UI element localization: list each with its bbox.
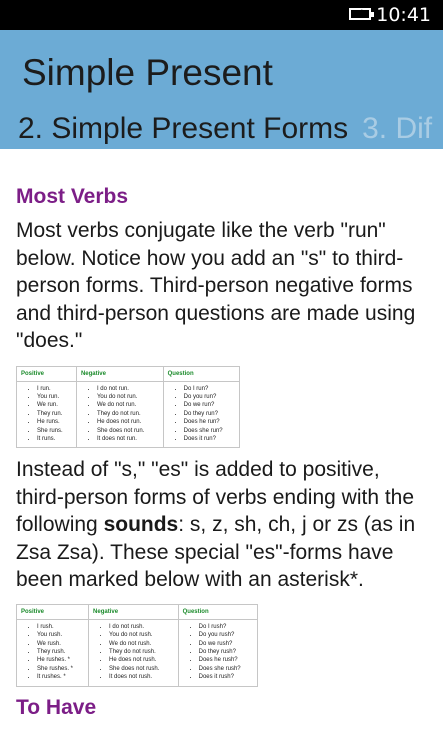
list-item: • We do not run. [97, 401, 161, 409]
list-item: • She rushes. * [37, 665, 86, 673]
question-forms-cell [178, 619, 257, 686]
list-item: • It rushes. * [37, 673, 86, 681]
negative-forms-cell [89, 619, 179, 686]
list-item: • Do I rush? [199, 623, 255, 631]
app-title: Simple Present [22, 52, 273, 93]
column-header-negative: Negative [89, 604, 179, 619]
list-item: • They rush. [37, 648, 86, 656]
list-item: • I rush. [37, 623, 86, 631]
column-header-negative: Negative [76, 366, 163, 381]
paragraph-most-verbs: Most verbs conjugate like the verb "run" below. Notice how you add an "s" to third-person forms. Third-person negative forms and third-person questions are made using "does." [16, 219, 416, 352]
list-item: • Do we run? [184, 401, 237, 409]
list-item: • They run. [37, 410, 74, 418]
content-scroll-area[interactable] [0, 149, 443, 738]
list-item: • She does not rush. [109, 665, 176, 673]
list-item: • Do you rush? [199, 631, 255, 639]
bold-term-sounds: sounds [103, 513, 179, 537]
battery-charging-icon: ⚡ [349, 8, 371, 20]
list-item: • He rushes. * [37, 656, 86, 664]
conjugation-table-rush [16, 604, 258, 687]
list-item: • We run. [37, 401, 74, 409]
status-time: 10:41 [376, 4, 431, 26]
column-header-positive: Positive [17, 604, 89, 619]
list-item: • Does it run? [184, 435, 237, 443]
column-header-question: Question [178, 604, 257, 619]
section-heading-most-verbs: Most Verbs [16, 185, 129, 208]
list-item: • He runs. [37, 418, 74, 426]
conjugation-table-run [16, 366, 240, 449]
section-heading-to-have: To Have [16, 695, 97, 719]
list-item: • She does not run. [97, 427, 161, 435]
list-item: • They do not run. [97, 410, 161, 418]
list-item: • You do not run. [97, 393, 161, 401]
list-item: • He does not run. [97, 418, 161, 426]
paragraph-es-forms: Instead of "s," "es" is added to positive, third-person forms of verbs ending with the following sounds: s, z, sh, ch, j or zs (as in Zsa Zsa). These special "es"-forms have been marked below with an asterisk*. [16, 458, 416, 592]
pivot-tab-next[interactable]: 3. Dif [362, 112, 433, 145]
list-item: • We rush. [37, 640, 86, 648]
list-item: • Do we rush? [199, 640, 255, 648]
list-item: • Does it rush? [199, 673, 255, 681]
list-item: • It runs. [37, 435, 74, 443]
pivot-tabs [18, 112, 432, 146]
pivot-tab-simple-present-forms[interactable]: 2. Simple Present Forms [18, 112, 349, 145]
list-item: • I run. [37, 385, 74, 393]
list-item: • She runs. [37, 427, 74, 435]
status-bar [0, 0, 443, 30]
list-item: • Does she rush? [199, 665, 255, 673]
column-header-positive: Positive [17, 366, 77, 381]
list-item: • Do I run? [184, 385, 237, 393]
list-item: • Do you run? [184, 393, 237, 401]
positive-forms-cell [17, 619, 89, 686]
list-item: • Do they run? [184, 410, 237, 418]
list-item: • You do not rush. [109, 631, 176, 639]
negative-forms-cell [76, 381, 163, 448]
app-header [0, 30, 443, 149]
list-item: • I do not rush. [109, 623, 176, 631]
list-item: • We do not rush. [109, 640, 176, 648]
list-item: • It does not rush. [109, 673, 176, 681]
list-item: • You rush. [37, 631, 86, 639]
list-item: • Does he run? [184, 418, 237, 426]
list-item: • Does she run? [184, 427, 237, 435]
list-item: • Does he rush? [199, 656, 255, 664]
list-item: • I do not run. [97, 385, 161, 393]
list-item: • Do they rush? [199, 648, 255, 656]
list-item: • It does not run. [97, 435, 161, 443]
list-item: • He does not rush. [109, 656, 176, 664]
column-header-question: Question [163, 366, 239, 381]
list-item: • You run. [37, 393, 74, 401]
positive-forms-cell [17, 381, 77, 448]
question-forms-cell [163, 381, 239, 448]
list-item: • They do not rush. [109, 648, 176, 656]
